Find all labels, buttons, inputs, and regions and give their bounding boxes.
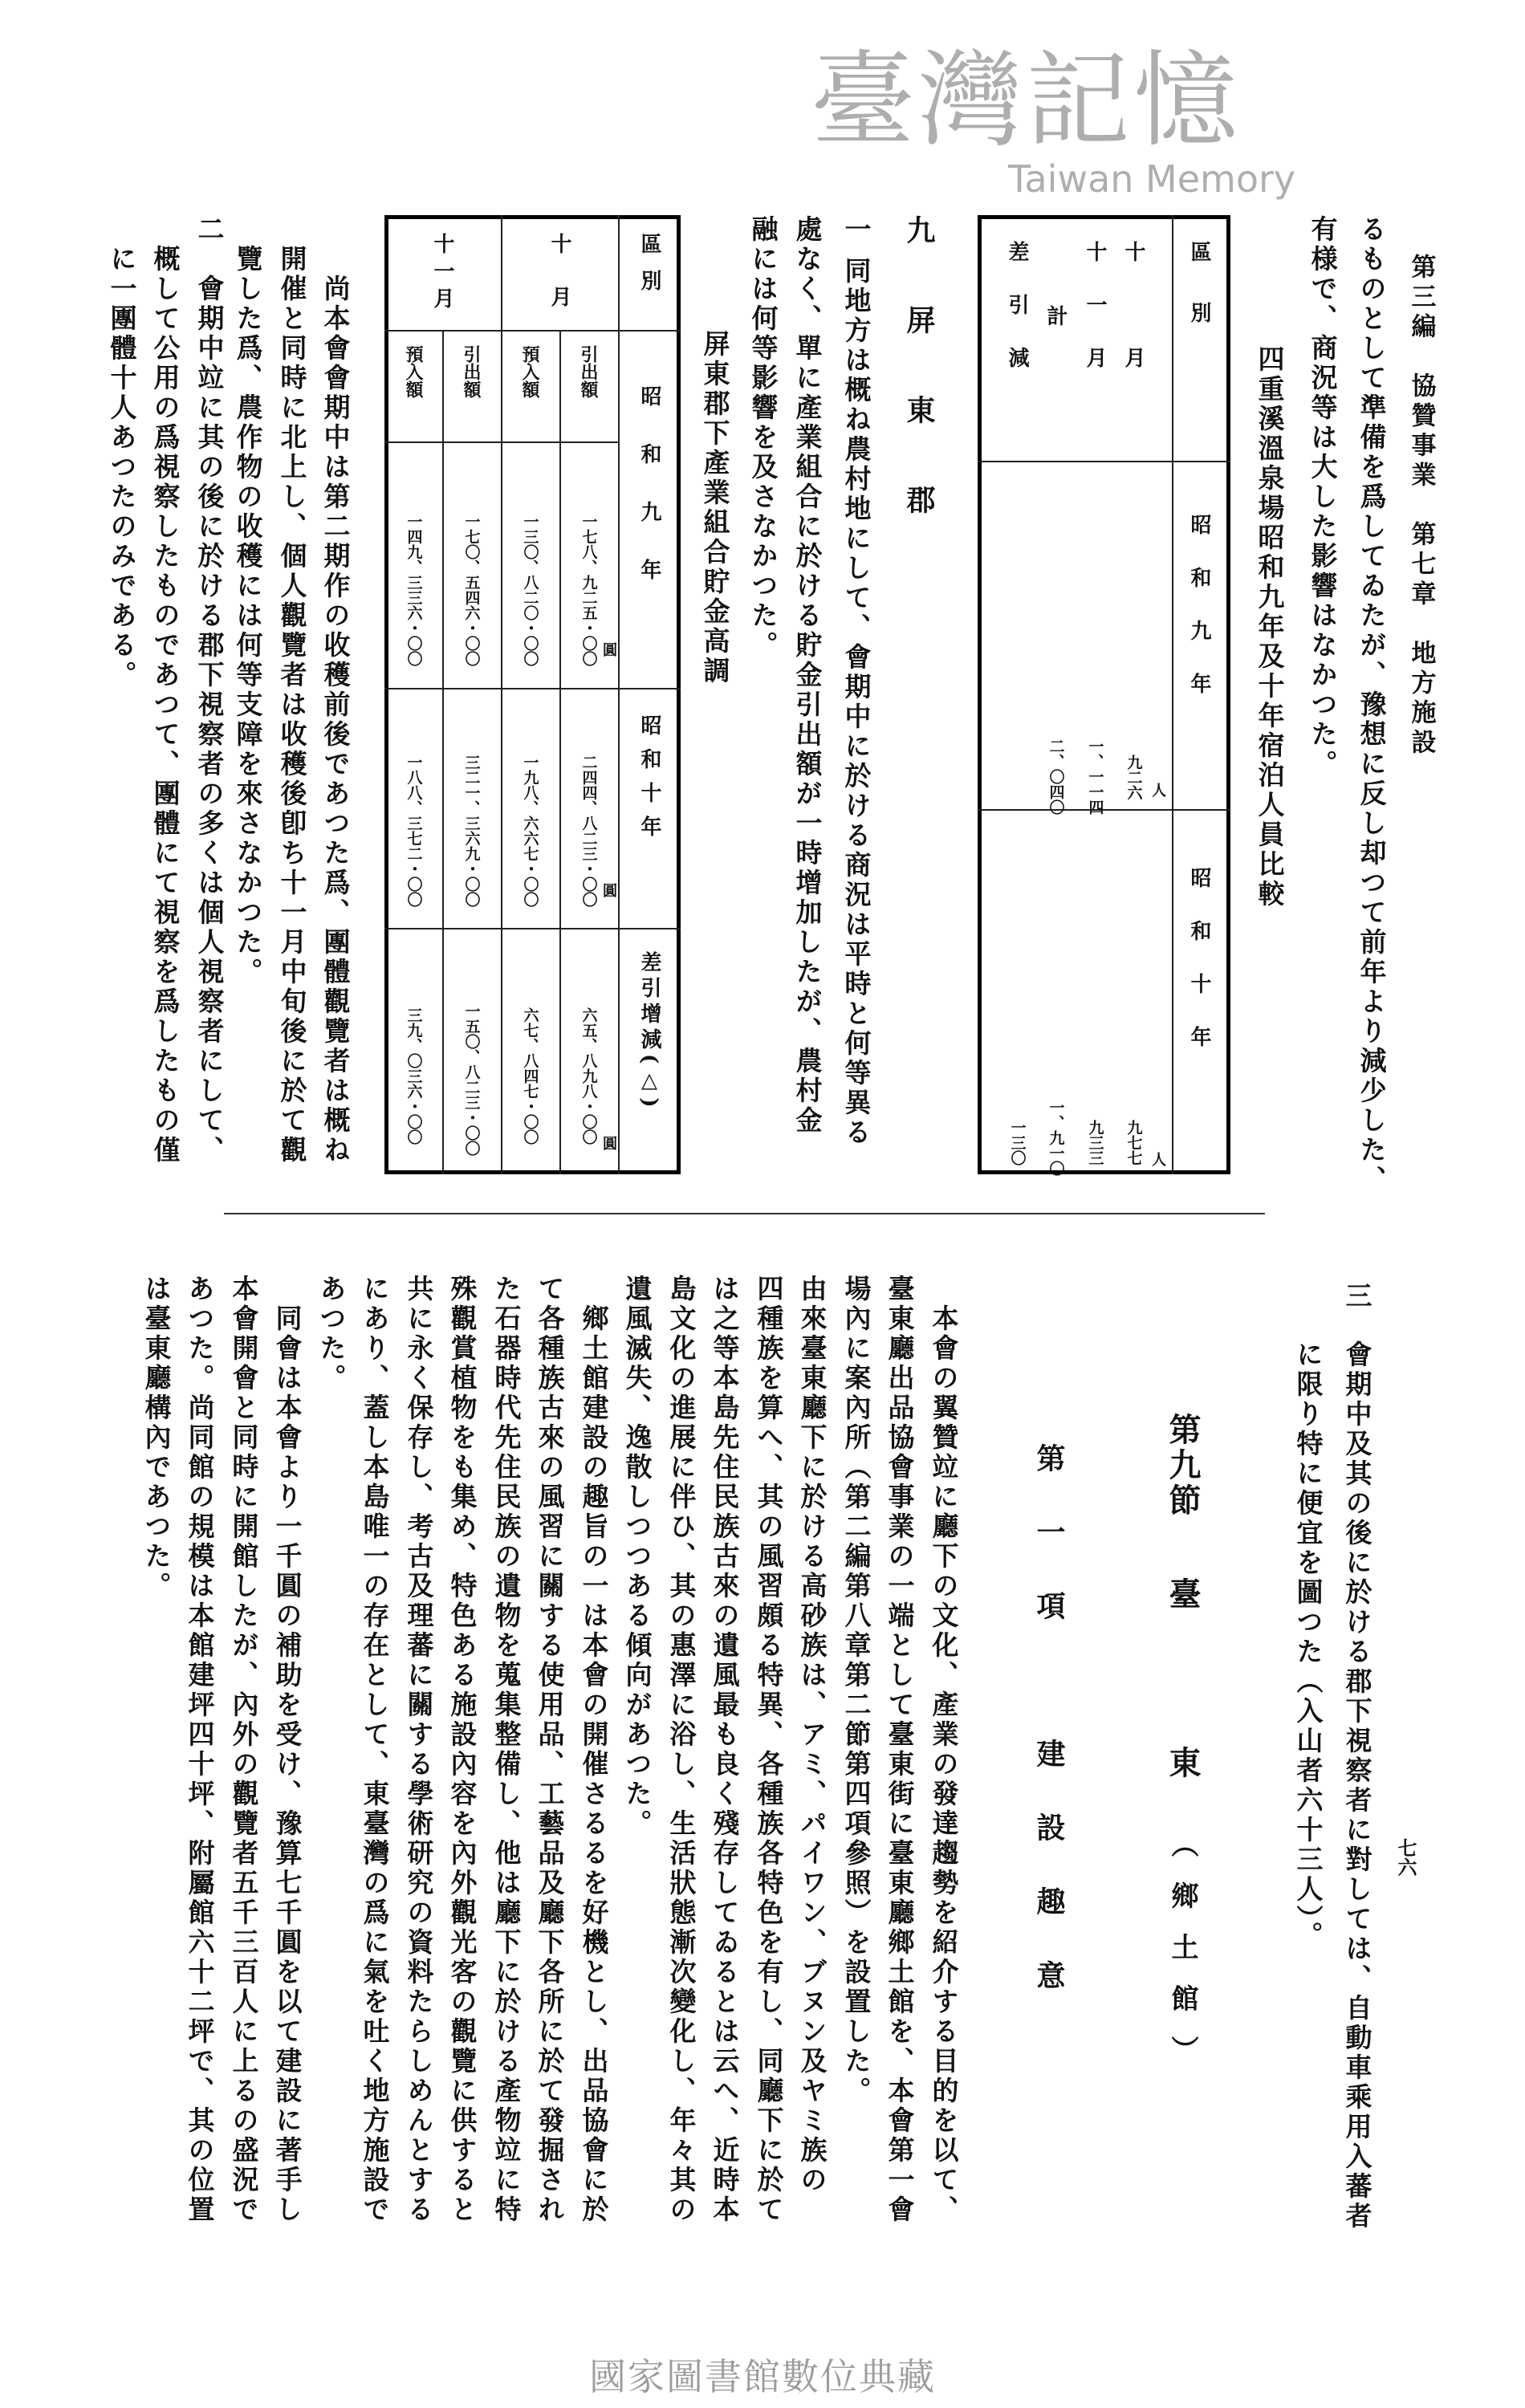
table-divider xyxy=(384,441,618,443)
col-header-total: 計 xyxy=(1043,305,1068,336)
body-line: 同會は本會より一千圓の補助を受け、豫算七千圓を以て建設に著手し xyxy=(271,1304,303,2225)
row-label-difference: 差引增減(△) xyxy=(637,951,661,1112)
subheader-deposit: 預入額 xyxy=(519,345,540,398)
section-title-char: 東 xyxy=(1164,1746,1202,1781)
item-marker: 一 xyxy=(840,215,872,245)
item-marker: 三 xyxy=(1341,1282,1373,1312)
body-line: 本會の翼贊竝に廳下の文化、產業の發達趨勢を紹介する目的を以て、 xyxy=(928,1304,960,2225)
table-corner-label: 區別 xyxy=(637,233,661,307)
cell-value: 一七八、九二五・〇〇 xyxy=(580,514,598,666)
table2-title: 屏東郡下產業組合貯金高調 xyxy=(699,330,731,686)
cell-value: 六五、八九八・〇〇 xyxy=(580,1007,598,1145)
table-divider xyxy=(559,330,561,1174)
subheader-deposit: 預入額 xyxy=(403,345,424,398)
text-line: るものとして準備を爲してゐたが、豫想に反し却つて前年より減少した、 xyxy=(1356,215,1388,1195)
body-line: た石器時代先住民族の遺物を蒐集整備し、他は廳下に於ける產物竝に特 xyxy=(490,1275,523,2225)
table-divider xyxy=(384,928,681,929)
section-title-number: 第九節 xyxy=(1164,1413,1202,1519)
section-title-subtitle: （鄉土館） xyxy=(1166,1830,1198,2087)
text-line: 融には何等影響を及さなかつた。 xyxy=(747,215,779,661)
text-line: 開催と同時に北上し、個人觀覽者は收穫後卽ち十一月中旬後に於て觀 xyxy=(276,245,308,1165)
table-divider xyxy=(1172,215,1173,1174)
body-line: あつた。尚同館の規模は本館建坪四十坪、附屬館六十二坪で、其の位置 xyxy=(184,1275,216,2225)
table-divider xyxy=(978,461,1230,462)
cell-value: 一四九、三三六・〇〇 xyxy=(405,514,423,666)
row-label-showa9: 昭和九年 xyxy=(637,385,661,616)
unit-label: 圓 xyxy=(600,883,617,897)
section-title-char: 臺 xyxy=(1164,1577,1202,1613)
body-line: 殊觀賞植物をも集め、特色ある施設內容を內外觀光客の觀覽に供すると xyxy=(446,1275,478,2225)
table-divider xyxy=(442,330,444,1174)
body-line: 本會開會と同時に開館したが、內外の觀覽者五千三百人に上るの盛況で xyxy=(228,1275,260,2225)
item-marker: 二 xyxy=(193,215,226,245)
section-divider xyxy=(224,1213,1265,1214)
body-line: 臺東廳出品協會事業の一端として臺東街に臺東廳鄉土館を、本會第一會 xyxy=(884,1275,916,2225)
body-line: 共に永く保存し、考古及理蕃に關する學術研究の資料たらしめんとする xyxy=(403,1275,435,2225)
body-line: は之等本島先住民族古來の遺風最も良く殘存してゐるとは云へ、近時本 xyxy=(709,1275,741,2225)
body-line: にあり、蓋し本島唯一の存在として、東臺灣の爲に氣を吐く地方施設で xyxy=(359,1275,391,2225)
row-label-showa10: 昭和十年 xyxy=(637,714,661,849)
text-line: 尚本會會期中は第二期作の收穫前後であつた爲、團體觀覽者は概ね xyxy=(319,275,352,1165)
col-header-difference: 差引減 xyxy=(1005,241,1029,400)
text-line: 同地方は概ね農村地にして、會期中に於ける商況は平時と何等異る xyxy=(840,257,872,1148)
cell-value: 三九、〇三六・〇〇 xyxy=(405,1007,423,1145)
col-header-november: 十一月 xyxy=(430,233,454,315)
body-line: 由來臺東廳下に於ける高砂族は、アミ、パイワン、ブヌン及ヤミ族の xyxy=(796,1275,828,2195)
unit-label: 圓 xyxy=(600,1136,617,1150)
subheader-withdrawal: 引出額 xyxy=(578,345,599,398)
text-line: 覽した爲、農作物の收穫には何等支障を來さなかつた。 xyxy=(232,245,264,987)
text-line: 會期中竝に其の後に於ける郡下視察者の多くは個人視察者にして、 xyxy=(193,275,226,1165)
cell-value: 一八八、三七二・〇〇 xyxy=(405,755,423,907)
text-line: 概して公用の爲視察したものであつて、團體にて視察を爲したもの僅 xyxy=(149,245,181,1165)
table-divider xyxy=(384,330,681,332)
cell-value: 一七〇、五四六・〇〇 xyxy=(462,514,481,666)
row-label-showa9: 昭和九年 xyxy=(1187,514,1211,726)
cell-value: 一三〇、八二〇・〇〇 xyxy=(521,514,539,666)
table-divider xyxy=(978,809,1230,811)
cell-value: 六七、八四七・〇〇 xyxy=(521,1007,539,1145)
col-header-november: 十一月 xyxy=(1083,241,1107,400)
body-line: あつた。 xyxy=(315,1275,348,1393)
col-header-october: 十月 xyxy=(547,233,571,339)
text-line: に限り特に便宜を圖つた（入山者六十三人）。 xyxy=(1292,1340,1324,1951)
unit-label: 圓 xyxy=(600,642,617,657)
body-line: て各種族古來の風習に關する使用品、工藝品及廳下各所に於て發掘され xyxy=(534,1275,566,2225)
table-divider xyxy=(384,688,681,689)
subsection-title: 第一項 建設趣意 xyxy=(1032,1443,1066,2034)
body-line: 四種族を算へ、其の風習頗る特異、各種族各特色を有し、同廳下に於て xyxy=(753,1275,785,2225)
col-header-october: 十 月 xyxy=(1121,241,1145,400)
body-line: 場內に案內所（第二編第八章第二節第四項參照）を設置した。 xyxy=(840,1275,872,2106)
cell-value: 九七七 xyxy=(1124,1120,1143,1165)
watermark-english: Taiwan Memory xyxy=(1008,157,1296,201)
cell-value: 一、九一〇 xyxy=(1047,1100,1065,1176)
cell-value: 九三三 xyxy=(1086,1120,1104,1165)
table-divider xyxy=(501,215,502,1174)
cell-value: 三二一、三六九・〇〇 xyxy=(462,755,481,907)
running-header: 第三編 協贊事業 第七章 地方施設 xyxy=(1406,254,1436,759)
text-line: 有様で、商況等は大した影響はなかつた。 xyxy=(1307,215,1339,779)
text-line: 處なく、單に產業組合に於ける貯金引出額が一時增加したが、農村金 xyxy=(791,215,824,1136)
unit-label: 人 xyxy=(1149,783,1166,797)
cell-value: 二四四、八二三・〇〇 xyxy=(580,755,598,907)
table1-title: 四重溪溫泉場昭和九年及十年宿泊人員比較 xyxy=(1254,345,1286,909)
row-label-showa10: 昭和十年 xyxy=(1187,867,1211,1079)
table-divider xyxy=(618,215,620,1174)
cell-value: 九二六 xyxy=(1124,755,1143,800)
body-line: 遺風滅失、逸散しつつある傾向があつた。 xyxy=(621,1275,653,1839)
section-heading-pingtung: 九 屏 東 郡 xyxy=(902,215,936,530)
unit-label: 人 xyxy=(1149,1152,1166,1166)
cell-value: 一五〇、八二三・〇〇 xyxy=(462,1003,481,1156)
text-line: 會期中及其の後に於ける郡下視察者に對しては、自動車乘用入蕃者 xyxy=(1341,1340,1373,2231)
subheader-withdrawal: 引出額 xyxy=(461,345,482,398)
text-line: に一團體十人あつたのみである。 xyxy=(106,245,138,690)
body-line: は臺東廳構內であつた。 xyxy=(140,1275,173,1601)
body-line: 鄉土館建設の趣旨の一は本會の開催さるるを好機とし、出品協會に於 xyxy=(578,1304,610,2225)
footer-collection-label: 國家圖書館數位典藏 xyxy=(589,2355,936,2398)
cell-value: 一三〇 xyxy=(1008,1120,1027,1165)
table-corner-label: 區 別 xyxy=(1187,241,1211,332)
page-number: 七六 xyxy=(1394,1838,1417,1877)
watermark-logo: 臺灣記憶 xyxy=(811,39,1242,161)
cell-value: 一九八、六六七・〇〇 xyxy=(521,755,539,907)
cell-value: 一、一一四 xyxy=(1086,738,1104,815)
cell-value: 二、〇四〇 xyxy=(1047,738,1065,815)
body-line: 島文化の進展に伴ひ、其の惠澤に浴し、生活狀態漸次變化し、年々其の xyxy=(665,1275,697,2225)
